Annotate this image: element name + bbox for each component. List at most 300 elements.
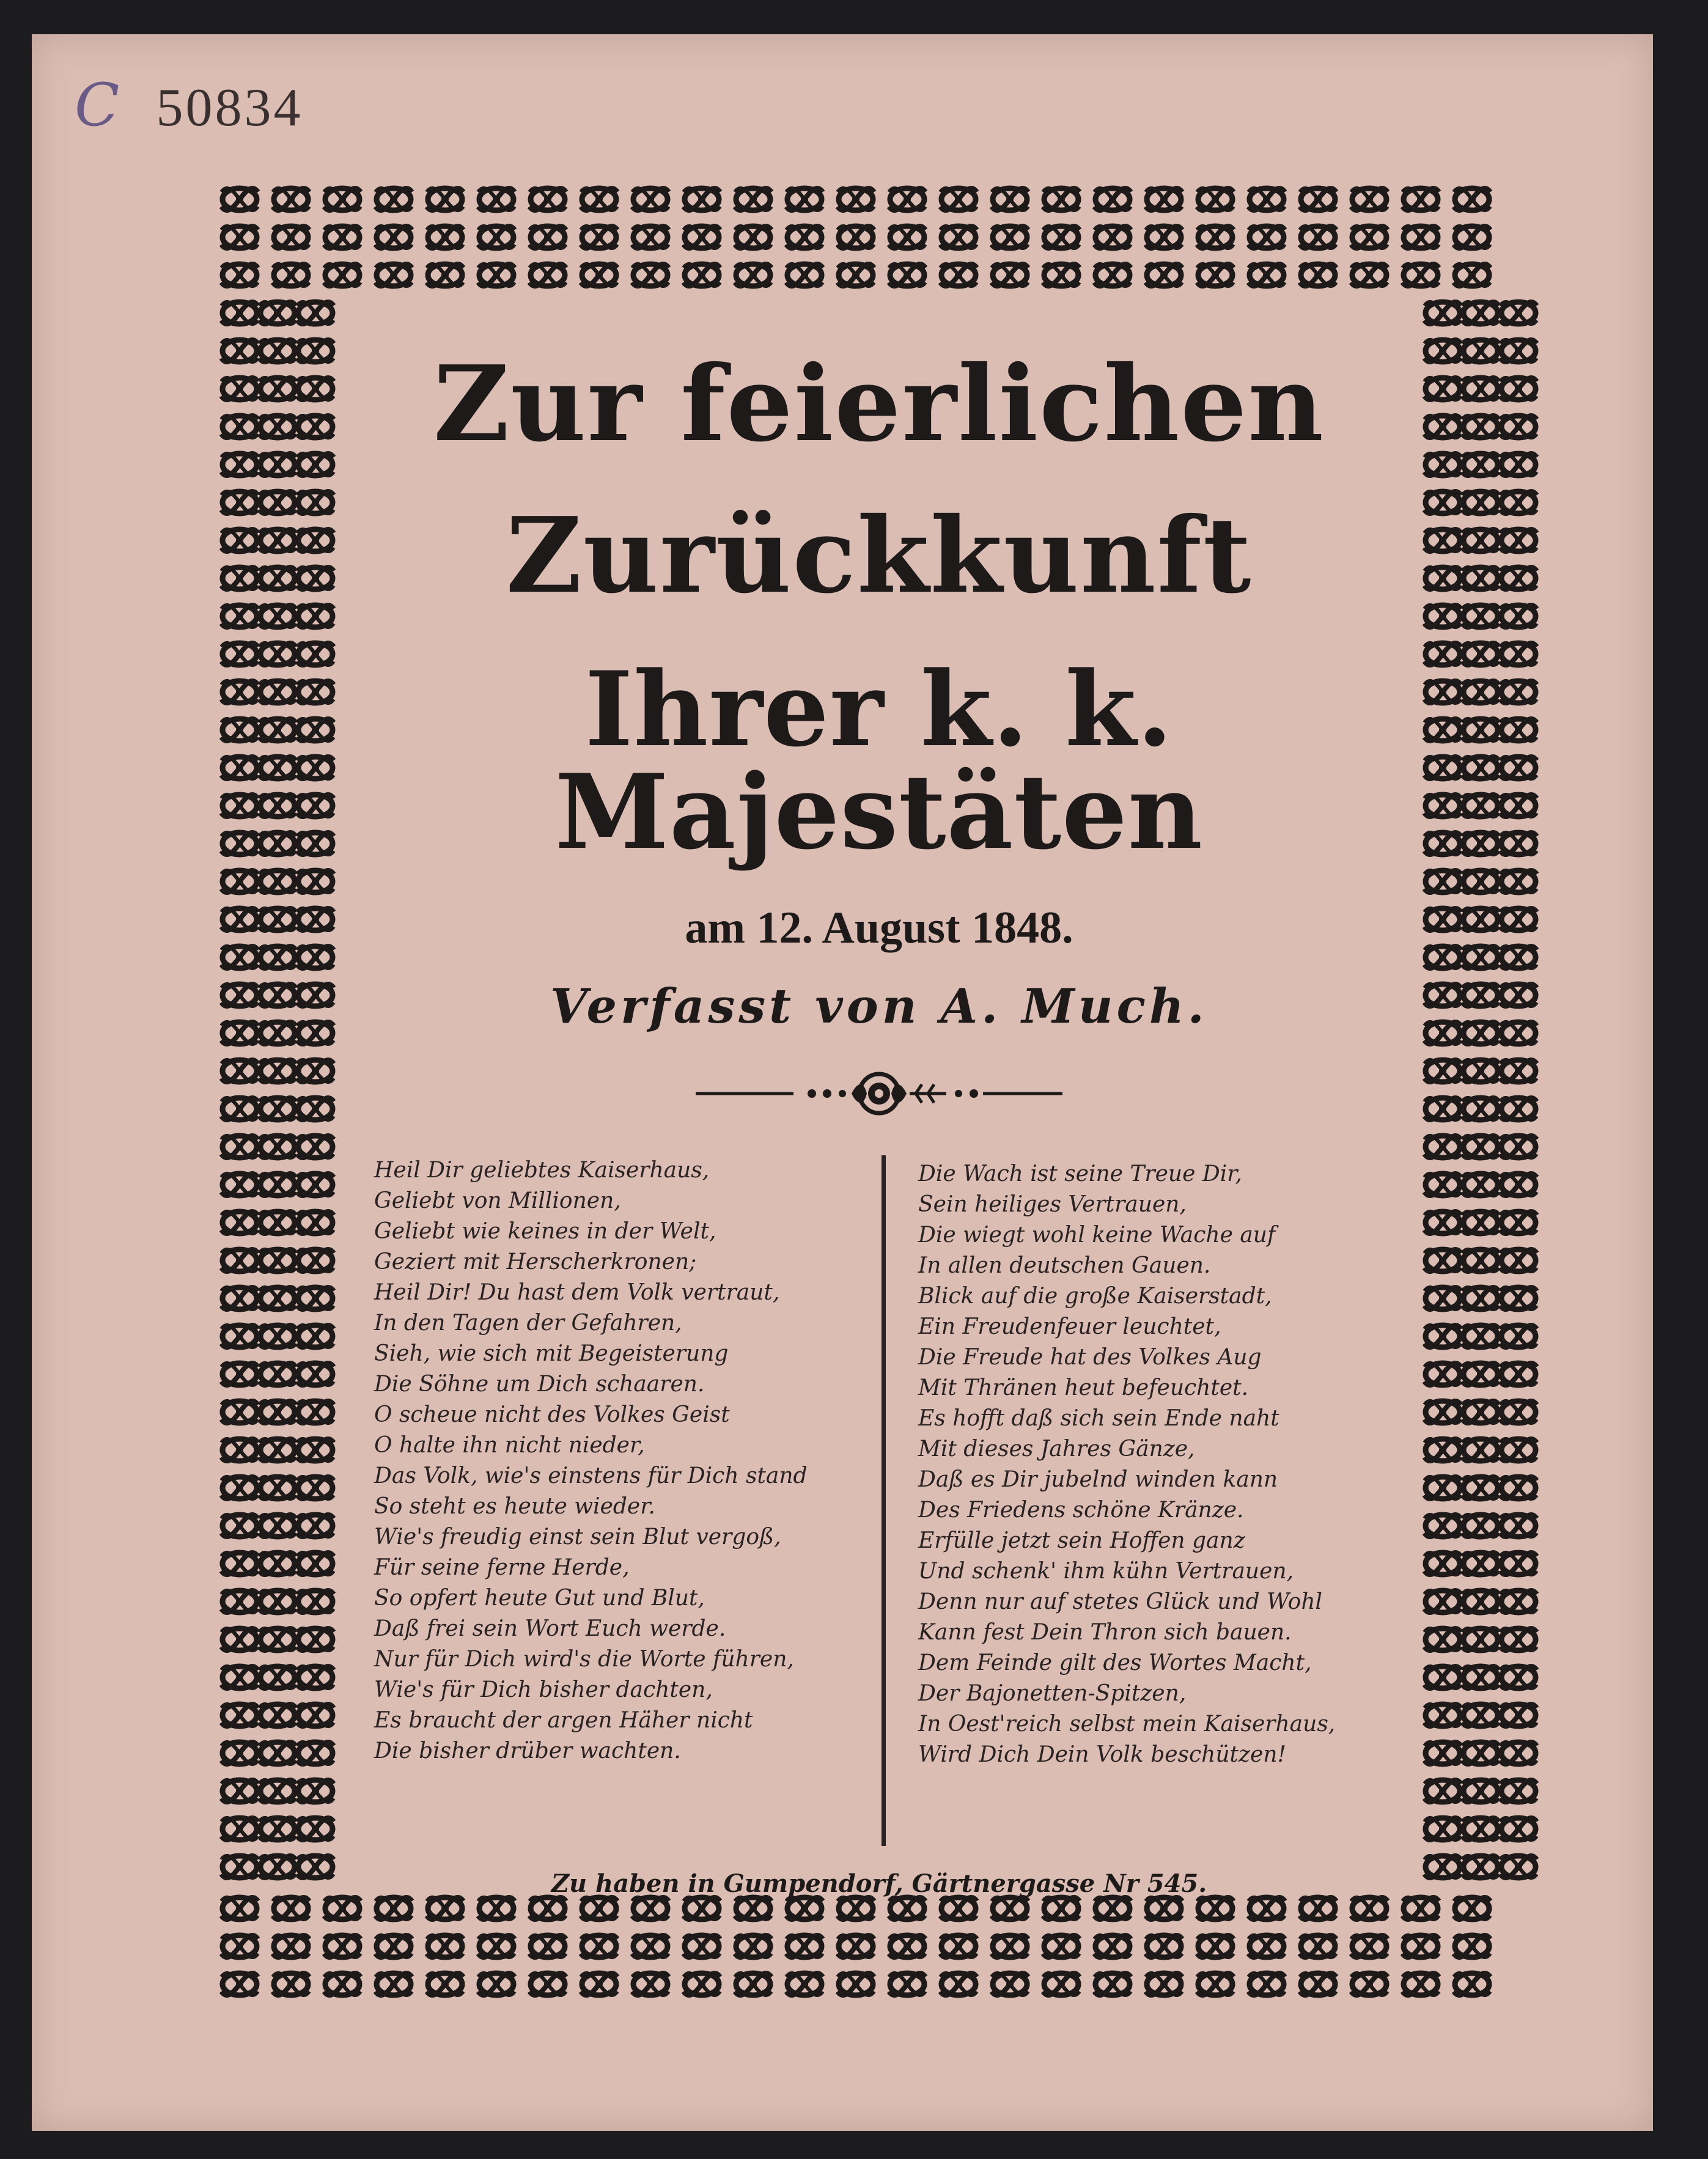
knot-ornament-icon bbox=[324, 264, 361, 286]
ornamental-frame bbox=[215, 175, 1543, 2009]
knot-ornament-icon bbox=[837, 188, 874, 210]
knot-ornament-icon bbox=[259, 757, 296, 779]
knot-ornament-icon bbox=[1424, 1325, 1461, 1347]
knot-ornament-icon bbox=[1462, 757, 1499, 779]
knot-ornament-icon bbox=[297, 1022, 334, 1044]
poem-line: Mit Thränen heut befeuchtet. bbox=[918, 1375, 1249, 1400]
knot-ornament-icon bbox=[1248, 1935, 1285, 1957]
knot-ornament-icon bbox=[1094, 188, 1131, 210]
broadside-sheet bbox=[32, 34, 1653, 2131]
knot-ornament-icon bbox=[1462, 1401, 1499, 1423]
knot-ornament-icon bbox=[837, 264, 874, 286]
knot-ornament-icon bbox=[1462, 1174, 1499, 1196]
knot-ornament-icon bbox=[1500, 567, 1537, 589]
knot-ornament-icon bbox=[259, 1363, 296, 1385]
knot-ornament-icon bbox=[683, 264, 720, 286]
title-line-2: Zurückkunft bbox=[506, 495, 1253, 617]
knot-ornament-icon bbox=[1500, 908, 1537, 930]
knot-ornament-icon bbox=[1424, 1515, 1461, 1537]
knot-ornament-icon bbox=[221, 302, 258, 324]
knot-ornament-icon bbox=[1462, 1212, 1499, 1234]
knot-ornament-icon bbox=[1424, 340, 1461, 362]
poem-line: Mit dieses Jahres Gänze, bbox=[918, 1436, 1195, 1462]
knot-ornament-icon bbox=[1462, 1098, 1499, 1120]
knot-ornament-icon bbox=[221, 1704, 258, 1726]
poem-line: In den Tagen der Gefahren, bbox=[374, 1311, 682, 1336]
knot-ornament-icon bbox=[1424, 1136, 1461, 1158]
knot-ornament-icon bbox=[889, 188, 926, 210]
knot-ornament-icon bbox=[632, 188, 669, 210]
knot-ornament-icon bbox=[632, 264, 669, 286]
knot-ornament-icon bbox=[221, 1439, 258, 1461]
knot-ornament-icon bbox=[259, 1439, 296, 1461]
knot-ornament-icon bbox=[297, 1249, 334, 1271]
poem-line: Kann fest Dein Thron sich bauen. bbox=[918, 1620, 1292, 1645]
knot-ornament-icon bbox=[1094, 1935, 1131, 1957]
knot-ornament-icon bbox=[221, 719, 258, 741]
knot-ornament-icon bbox=[1424, 1439, 1461, 1461]
poem-line: Denn nur auf stetes Glück und Wohl bbox=[918, 1589, 1323, 1614]
knot-ornament-icon bbox=[273, 1973, 309, 1995]
knot-ornament-icon bbox=[297, 719, 334, 741]
knot-ornament-icon bbox=[1462, 833, 1499, 855]
knot-ornament-icon bbox=[297, 416, 334, 438]
poem-line: Und schenk' ihm kühn Vertrauen, bbox=[918, 1559, 1294, 1584]
knot-ornament-icon bbox=[1402, 1897, 1439, 1919]
knot-ornament-icon bbox=[297, 491, 334, 513]
knot-ornament-icon bbox=[1424, 1818, 1461, 1840]
knot-ornament-icon bbox=[1424, 1098, 1461, 1120]
knot-ornament-icon bbox=[1462, 1136, 1499, 1158]
knot-ornament-icon bbox=[1300, 264, 1336, 286]
poem-line: In Oest'reich selbst mein Kaiserhaus, bbox=[918, 1712, 1336, 1737]
poem-line: Heil Dir! Du hast dem Volk vertraut, bbox=[374, 1280, 780, 1305]
knot-ornament-icon bbox=[259, 1515, 296, 1537]
knot-ornament-icon bbox=[221, 340, 258, 362]
knot-ornament-icon bbox=[1500, 1704, 1537, 1726]
knot-ornament-icon bbox=[1500, 1553, 1537, 1575]
knot-ornament-icon bbox=[992, 1973, 1028, 1995]
knot-ornament-icon bbox=[889, 1973, 926, 1995]
knot-ornament-icon bbox=[273, 188, 309, 210]
knot-ornament-icon bbox=[375, 226, 412, 248]
knot-ornament-icon bbox=[1500, 643, 1537, 665]
knot-ornament-icon bbox=[259, 681, 296, 703]
knot-ornament-icon bbox=[1500, 795, 1537, 817]
poem-line: Ein Freudenfeuer leuchtet, bbox=[918, 1314, 1221, 1339]
knot-ornament-icon bbox=[297, 1174, 334, 1196]
knot-ornament-icon bbox=[632, 1973, 669, 1995]
knot-ornament-icon bbox=[427, 1897, 463, 1919]
knot-ornament-icon bbox=[1300, 1973, 1336, 1995]
poem-line: Heil Dir geliebtes Kaiserhaus, bbox=[374, 1158, 710, 1183]
poem-line: Die Söhne um Dich schaaren. bbox=[374, 1372, 705, 1397]
knot-ornament-icon bbox=[1500, 416, 1537, 438]
knot-ornament-icon bbox=[1500, 1212, 1537, 1234]
knot-ornament-icon bbox=[683, 1973, 720, 1995]
knot-ornament-icon bbox=[259, 1060, 296, 1082]
knot-ornament-icon bbox=[735, 1973, 771, 1995]
knot-ornament-icon bbox=[221, 1742, 258, 1764]
knot-ornament-icon bbox=[1197, 226, 1234, 248]
knot-ornament-icon bbox=[273, 1935, 309, 1957]
knot-ornament-icon bbox=[683, 188, 720, 210]
knot-ornament-icon bbox=[297, 1287, 334, 1309]
knot-ornament-icon bbox=[1043, 226, 1080, 248]
knot-ornament-icon bbox=[297, 529, 334, 551]
knot-ornament-icon bbox=[221, 833, 258, 855]
knot-ornament-icon bbox=[478, 1973, 515, 1995]
knot-ornament-icon bbox=[1424, 643, 1461, 665]
knot-ornament-icon bbox=[683, 1897, 720, 1919]
knot-ornament-icon bbox=[1500, 491, 1537, 513]
knot-ornament-icon bbox=[1462, 529, 1499, 551]
knot-ornament-icon bbox=[1424, 1249, 1461, 1271]
knot-ornament-icon bbox=[259, 605, 296, 627]
knot-ornament-icon bbox=[1424, 1174, 1461, 1196]
knot-ornament-icon bbox=[1424, 795, 1461, 817]
poem-line: Das Volk, wie's einstens für Dich stand bbox=[374, 1463, 808, 1488]
knot-ornament-icon bbox=[221, 1401, 258, 1423]
knot-ornament-icon bbox=[1094, 264, 1131, 286]
knot-ornament-icon bbox=[1500, 1098, 1537, 1120]
knot-ornament-icon bbox=[786, 226, 823, 248]
knot-ornament-icon bbox=[375, 188, 412, 210]
knot-ornament-icon bbox=[221, 529, 258, 551]
knot-ornament-icon bbox=[1197, 1897, 1234, 1919]
knot-ornament-icon bbox=[1402, 188, 1439, 210]
knot-ornament-icon bbox=[1462, 908, 1499, 930]
knot-ornament-icon bbox=[297, 1742, 334, 1764]
poem-line: Wird Dich Dein Volk beschützen! bbox=[918, 1742, 1286, 1767]
knot-ornament-icon bbox=[1146, 1973, 1182, 1995]
knot-ornament-icon bbox=[1500, 1515, 1537, 1537]
knot-ornament-icon bbox=[259, 378, 296, 400]
knot-ornament-icon bbox=[1454, 264, 1490, 286]
knot-ornament-icon bbox=[324, 1973, 361, 1995]
knot-ornament-icon bbox=[221, 1325, 258, 1347]
knot-ornament-icon bbox=[1500, 1249, 1537, 1271]
poem bbox=[356, 1155, 1402, 1840]
knot-ornament-icon bbox=[259, 1818, 296, 1840]
knot-ornament-icon bbox=[940, 1973, 977, 1995]
imprint-line: Zu haben in Gumpendorf, Gärtnergasse Nr 545. bbox=[551, 1869, 1207, 1898]
knot-ornament-icon bbox=[1462, 605, 1499, 627]
knot-ornament-icon bbox=[1248, 264, 1285, 286]
knot-ornament-icon bbox=[1462, 491, 1499, 513]
title-line-1: Zur feierlichen bbox=[433, 343, 1325, 465]
knot-ornament-icon bbox=[1462, 795, 1499, 817]
knot-ornament-icon bbox=[259, 1401, 296, 1423]
knot-ornament-icon bbox=[1424, 1742, 1461, 1764]
knot-ornament-icon bbox=[1500, 719, 1537, 741]
knot-ornament-icon bbox=[1351, 1973, 1388, 1995]
knot-ornament-icon bbox=[259, 1553, 296, 1575]
knot-ornament-icon bbox=[1300, 1935, 1336, 1957]
poem-line: Die Wach ist seine Treue Dir, bbox=[918, 1161, 1242, 1186]
knot-ornament-icon bbox=[259, 1098, 296, 1120]
knot-ornament-icon bbox=[1462, 1856, 1499, 1878]
knot-ornament-icon bbox=[1462, 1553, 1499, 1575]
knot-ornament-icon bbox=[735, 226, 771, 248]
knot-ornament-icon bbox=[1424, 1856, 1461, 1878]
knot-ornament-icon bbox=[1424, 529, 1461, 551]
knot-ornament-icon bbox=[1500, 1174, 1537, 1196]
knot-ornament-icon bbox=[940, 226, 977, 248]
poem-line: Blick auf die große Kaiserstadt, bbox=[918, 1284, 1272, 1309]
knot-ornament-icon bbox=[1500, 1136, 1537, 1158]
knot-ornament-icon bbox=[297, 1212, 334, 1234]
knot-ornament-icon bbox=[1424, 1287, 1461, 1309]
knot-ornament-icon bbox=[1462, 416, 1499, 438]
knot-ornament-icon bbox=[1462, 1742, 1499, 1764]
knot-ornament-icon bbox=[1462, 454, 1499, 476]
knot-ornament-icon bbox=[297, 1060, 334, 1082]
knot-ornament-icon bbox=[1424, 378, 1461, 400]
knot-ornament-icon bbox=[297, 1477, 334, 1499]
knot-ornament-icon bbox=[1424, 454, 1461, 476]
knot-ornament-icon bbox=[1402, 226, 1439, 248]
knot-ornament-icon bbox=[259, 1249, 296, 1271]
knot-ornament-icon bbox=[1462, 1363, 1499, 1385]
knot-ornament-icon bbox=[1500, 681, 1537, 703]
knot-ornament-icon bbox=[1402, 1973, 1439, 1995]
knot-ornament-icon bbox=[1462, 302, 1499, 324]
knot-ornament-icon bbox=[1462, 1591, 1499, 1613]
knot-ornament-icon bbox=[992, 264, 1028, 286]
knot-ornament-icon bbox=[297, 1704, 334, 1726]
knot-ornament-icon bbox=[529, 226, 566, 248]
knot-ornament-icon bbox=[375, 1935, 412, 1957]
knot-ornament-icon bbox=[581, 1973, 617, 1995]
knot-ornament-icon bbox=[1500, 1439, 1537, 1461]
knot-ornament-icon bbox=[1500, 1325, 1537, 1347]
author-line: Verfasst von A. Much. bbox=[550, 979, 1208, 1034]
poem-line: Sieh, wie sich mit Begeisterung bbox=[374, 1341, 729, 1366]
knot-ornament-icon bbox=[427, 188, 463, 210]
knot-ornament-icon bbox=[1424, 1553, 1461, 1575]
knot-ornament-icon bbox=[259, 416, 296, 438]
knot-ornament-icon bbox=[221, 1973, 258, 1995]
knot-ornament-icon bbox=[427, 1973, 463, 1995]
knot-ornament-icon bbox=[1454, 1973, 1490, 1995]
knot-ornament-icon bbox=[324, 1897, 361, 1919]
knot-ornament-icon bbox=[297, 908, 334, 930]
knot-ornament-icon bbox=[1146, 188, 1182, 210]
knot-ornament-icon bbox=[221, 795, 258, 817]
knot-ornament-icon bbox=[735, 188, 771, 210]
knot-ornament-icon bbox=[1424, 416, 1461, 438]
knot-ornament-icon bbox=[297, 605, 334, 627]
knot-ornament-icon bbox=[992, 1935, 1028, 1957]
knot-ornament-icon bbox=[1500, 340, 1537, 362]
poem-left-column bbox=[374, 1155, 863, 1767]
knot-ornament-icon bbox=[297, 567, 334, 589]
knot-ornament-icon bbox=[1424, 1401, 1461, 1423]
knot-ornament-icon bbox=[297, 302, 334, 324]
knot-ornament-icon bbox=[297, 643, 334, 665]
knot-ornament-icon bbox=[478, 264, 515, 286]
knot-ornament-icon bbox=[259, 795, 296, 817]
knot-ornament-icon bbox=[1462, 1666, 1499, 1688]
knot-ornament-icon bbox=[529, 1973, 566, 1995]
knot-ornament-icon bbox=[1500, 1856, 1537, 1878]
knot-ornament-icon bbox=[259, 1212, 296, 1234]
knot-ornament-icon bbox=[221, 1060, 258, 1082]
knot-ornament-icon bbox=[221, 454, 258, 476]
knot-ornament-icon bbox=[1500, 1628, 1537, 1650]
knot-ornament-icon bbox=[221, 1780, 258, 1802]
knot-ornament-icon bbox=[297, 378, 334, 400]
knot-ornament-icon bbox=[259, 1174, 296, 1196]
knot-ornament-icon bbox=[259, 1022, 296, 1044]
poem-line: Geliebt von Millionen, bbox=[374, 1188, 621, 1213]
knot-ornament-icon bbox=[735, 264, 771, 286]
poem-line: Dem Feinde gilt des Wortes Macht, bbox=[918, 1650, 1312, 1675]
knot-ornament-icon bbox=[1424, 1666, 1461, 1688]
knot-ornament-icon bbox=[1402, 264, 1439, 286]
poem-line: Geliebt wie keines in der Welt, bbox=[374, 1219, 716, 1244]
knot-ornament-icon bbox=[1500, 1363, 1537, 1385]
knot-ornament-icon bbox=[1424, 757, 1461, 779]
knot-ornament-icon bbox=[1454, 188, 1490, 210]
knot-ornament-icon bbox=[427, 226, 463, 248]
catalog-mark bbox=[75, 71, 303, 139]
knot-ornament-icon bbox=[259, 1136, 296, 1158]
knot-ornament-icon bbox=[324, 1935, 361, 1957]
knot-ornament-icon bbox=[221, 264, 258, 286]
rosette-ornament-icon bbox=[690, 1066, 1069, 1121]
knot-ornament-icon bbox=[581, 264, 617, 286]
knot-ornament-icon bbox=[889, 264, 926, 286]
knot-ornament-icon bbox=[632, 1935, 669, 1957]
knot-ornament-icon bbox=[992, 188, 1028, 210]
knot-ornament-icon bbox=[889, 1935, 926, 1957]
knot-ornament-icon bbox=[1500, 757, 1537, 779]
knot-ornament-icon bbox=[1500, 833, 1537, 855]
knot-ornament-icon bbox=[1500, 1818, 1537, 1840]
knot-ornament-icon bbox=[478, 1935, 515, 1957]
knot-ornament-icon bbox=[259, 567, 296, 589]
knot-ornament-icon bbox=[1094, 226, 1131, 248]
knot-ornament-icon bbox=[889, 226, 926, 248]
knot-ornament-icon bbox=[259, 870, 296, 892]
knot-ornament-icon bbox=[529, 1897, 566, 1919]
poem-line: Die bisher drüber wachten. bbox=[374, 1738, 681, 1764]
knot-ornament-icon bbox=[1500, 984, 1537, 1006]
knot-ornament-icon bbox=[940, 1897, 977, 1919]
knot-ornament-icon bbox=[221, 188, 258, 210]
knot-ornament-icon bbox=[1462, 1780, 1499, 1802]
knot-ornament-icon bbox=[221, 984, 258, 1006]
knot-ornament-icon bbox=[1500, 946, 1537, 968]
knot-ornament-icon bbox=[1500, 1022, 1537, 1044]
knot-ornament-icon bbox=[837, 1897, 874, 1919]
knot-ornament-icon bbox=[1351, 1897, 1388, 1919]
knot-ornament-icon bbox=[259, 1780, 296, 1802]
knot-ornament-icon bbox=[297, 1515, 334, 1537]
knot-ornament-icon bbox=[1500, 1060, 1537, 1082]
knot-ornament-icon bbox=[221, 1666, 258, 1688]
poem-line: Es hofft daß sich sein Ende naht bbox=[918, 1406, 1279, 1431]
knot-ornament-icon bbox=[1146, 226, 1182, 248]
knot-ornament-icon bbox=[1424, 567, 1461, 589]
knot-ornament-icon bbox=[1300, 226, 1336, 248]
knot-ornament-icon bbox=[1462, 1287, 1499, 1309]
knot-ornament-icon bbox=[221, 1897, 258, 1919]
knot-ornament-icon bbox=[529, 264, 566, 286]
poem-line: Die wiegt wohl keine Wache auf bbox=[918, 1223, 1276, 1248]
knot-ornament-icon bbox=[837, 226, 874, 248]
knot-ornament-icon bbox=[221, 1022, 258, 1044]
poem-line: O scheue nicht des Volkes Geist bbox=[374, 1402, 730, 1427]
poem-line: Es braucht der argen Häher nicht bbox=[374, 1708, 753, 1733]
knot-ornament-icon bbox=[1043, 1935, 1080, 1957]
knot-ornament-icon bbox=[297, 1818, 334, 1840]
knot-ornament-icon bbox=[297, 1439, 334, 1461]
poem-line: So steht es heute wieder. bbox=[374, 1494, 655, 1519]
knot-ornament-icon bbox=[259, 643, 296, 665]
knot-ornament-icon bbox=[1500, 1287, 1537, 1309]
knot-ornament-icon bbox=[297, 1401, 334, 1423]
date-line: am 12. August 1848. bbox=[685, 903, 1073, 953]
knot-ornament-icon bbox=[1424, 1022, 1461, 1044]
knot-ornament-icon bbox=[221, 1935, 258, 1957]
knot-ornament-icon bbox=[529, 188, 566, 210]
knot-ornament-icon bbox=[221, 605, 258, 627]
knot-ornament-icon bbox=[273, 226, 309, 248]
knot-ornament-icon bbox=[259, 340, 296, 362]
poem-line: In allen deutschen Gauen. bbox=[918, 1253, 1211, 1278]
knot-ornament-icon bbox=[1462, 378, 1499, 400]
knot-ornament-icon bbox=[221, 416, 258, 438]
knot-ornament-icon bbox=[297, 1136, 334, 1158]
knot-ornament-icon bbox=[1351, 264, 1388, 286]
knot-ornament-icon bbox=[1248, 1897, 1285, 1919]
knot-ornament-icon bbox=[1454, 1897, 1490, 1919]
poem-line: Erfülle jetzt sein Hoffen ganz bbox=[918, 1528, 1245, 1553]
catalog-letter: C bbox=[75, 71, 120, 139]
knot-ornament-icon bbox=[297, 1666, 334, 1688]
knot-ornament-icon bbox=[1462, 1325, 1499, 1347]
knot-ornament-icon bbox=[1424, 1591, 1461, 1613]
knot-ornament-icon bbox=[1248, 1973, 1285, 1995]
poem-right-column bbox=[918, 1159, 1407, 1770]
knot-ornament-icon bbox=[1043, 188, 1080, 210]
knot-ornament-icon bbox=[259, 1325, 296, 1347]
knot-ornament-icon bbox=[221, 1818, 258, 1840]
poem-line: Nur für Dich wird's die Worte führen, bbox=[374, 1647, 794, 1672]
title-line-3: Ihrer k. k. Majestäten bbox=[554, 649, 1204, 872]
knot-ornament-icon bbox=[837, 1935, 874, 1957]
knot-ornament-icon bbox=[297, 833, 334, 855]
knot-ornament-icon bbox=[259, 719, 296, 741]
knot-ornament-icon bbox=[529, 1935, 566, 1957]
knot-ornament-icon bbox=[1424, 491, 1461, 513]
knot-ornament-icon bbox=[259, 1287, 296, 1309]
knot-ornament-icon bbox=[324, 226, 361, 248]
knot-ornament-icon bbox=[221, 1515, 258, 1537]
poem-line: Wie's freudig einst sein Blut vergoß, bbox=[374, 1525, 781, 1550]
knot-ornament-icon bbox=[221, 1287, 258, 1309]
knot-ornament-icon bbox=[1462, 1515, 1499, 1537]
knot-ornament-icon bbox=[786, 1973, 823, 1995]
knot-ornament-icon bbox=[1197, 264, 1234, 286]
knot-ornament-icon bbox=[221, 1591, 258, 1613]
knot-ornament-icon bbox=[427, 1935, 463, 1957]
knot-ornament-icon bbox=[1424, 984, 1461, 1006]
knot-ornament-icon bbox=[478, 188, 515, 210]
